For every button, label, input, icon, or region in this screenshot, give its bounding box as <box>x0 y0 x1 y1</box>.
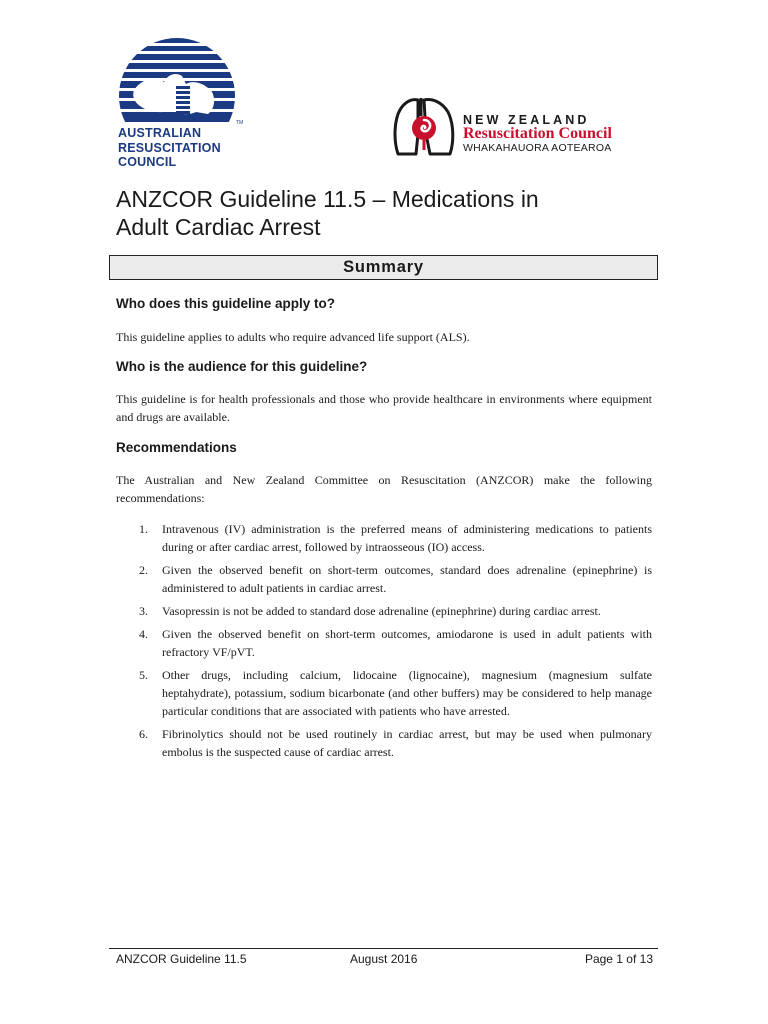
list-item-number: 3. <box>139 604 148 618</box>
nzrc-maori-name: WHAKAHAUORA AOTEAROA <box>463 142 612 154</box>
nzrc-country: NEW ZEALAND <box>463 113 590 127</box>
arc-logo-text <box>118 126 221 170</box>
section-heading-recommendations: Recommendations <box>116 440 237 455</box>
section-text-applies: This guideline applies to adults who require advanced life support (ALS). <box>116 330 470 344</box>
list-item-text: Fibrinolytics should not be used routinely in cardiac arrest, but may be used when pulmonary embolus is the suspected cause of cardiac arrest. <box>162 727 652 759</box>
nz-lungs-koru-icon <box>388 94 460 160</box>
list-item-number: 1. <box>139 522 148 536</box>
list-item <box>116 625 652 661</box>
list-item <box>116 666 652 720</box>
list-item-number: 6. <box>139 727 148 741</box>
arc-name-line-1: AUSTRALIAN <box>118 126 202 140</box>
footer-guideline-id: ANZCOR Guideline 11.5 <box>116 952 247 966</box>
list-item <box>116 602 652 620</box>
list-item-number: 2. <box>139 563 148 577</box>
footer-divider <box>109 948 658 949</box>
footer-date: August 2016 <box>350 952 418 966</box>
trademark-mark: TM <box>236 120 244 126</box>
list-item-number: 4. <box>139 627 148 641</box>
nzrc-logo-text <box>463 113 612 154</box>
section-heading-audience: Who is the audience for this guideline? <box>116 359 368 374</box>
footer-page-number: Page 1 of 13 <box>584 952 653 966</box>
list-item-text: Given the observed benefit on short-term outcomes, standard does adrenaline (epinephrine) is administered to adult patients in cardiac arrest. <box>162 563 652 595</box>
page-title <box>116 185 676 241</box>
section-heading-applies: Who does this guideline apply to? <box>116 296 335 311</box>
recommendations-intro: The Australian and New Zealand Committee on Resuscitation (ANZCOR) make the following recommendations: <box>116 473 652 505</box>
list-item <box>116 520 652 556</box>
list-item-text: Intravenous (IV) administration is the preferred means of administering medications to patients during or after cardiac arrest, followed by intraosseous (IO) access. <box>162 522 652 554</box>
nzrc-council: Resuscitation Council <box>463 125 612 142</box>
arc-name-line-2: RESUSCITATION <box>118 140 221 155</box>
list-item-text: Vasopressin is not be added to standard dose adrenaline (epinephrine) during cardiac arrest. <box>162 604 601 618</box>
title-line-1: ANZCOR Guideline 11.5 – Medications in <box>116 186 539 212</box>
title-line-2: Adult Cardiac Arrest <box>116 214 321 240</box>
list-item <box>116 561 652 597</box>
arc-name-line-3: COUNCIL <box>118 155 177 169</box>
list-item-text: Given the observed benefit on short-term outcomes, amiodarone is used in adult patients with refractory VF/pVT. <box>162 627 652 659</box>
list-item-text: Other drugs, including calcium, lidocaine (lignocaine), magnesium (magnesium sulfate heptahydrate), potassium, sodium bicarbonate (and other buffers) may be considered to help manage particular conditions that are associated with patients who have arrested. <box>162 668 652 718</box>
list-item <box>116 725 652 761</box>
section-text-audience: This guideline is for health professionals and those who provide healthcare in environments where equipment and drugs are available. <box>116 392 652 424</box>
list-item-number: 5. <box>139 668 148 682</box>
summary-banner: Summary <box>109 255 658 280</box>
recommendations-list <box>116 520 652 766</box>
